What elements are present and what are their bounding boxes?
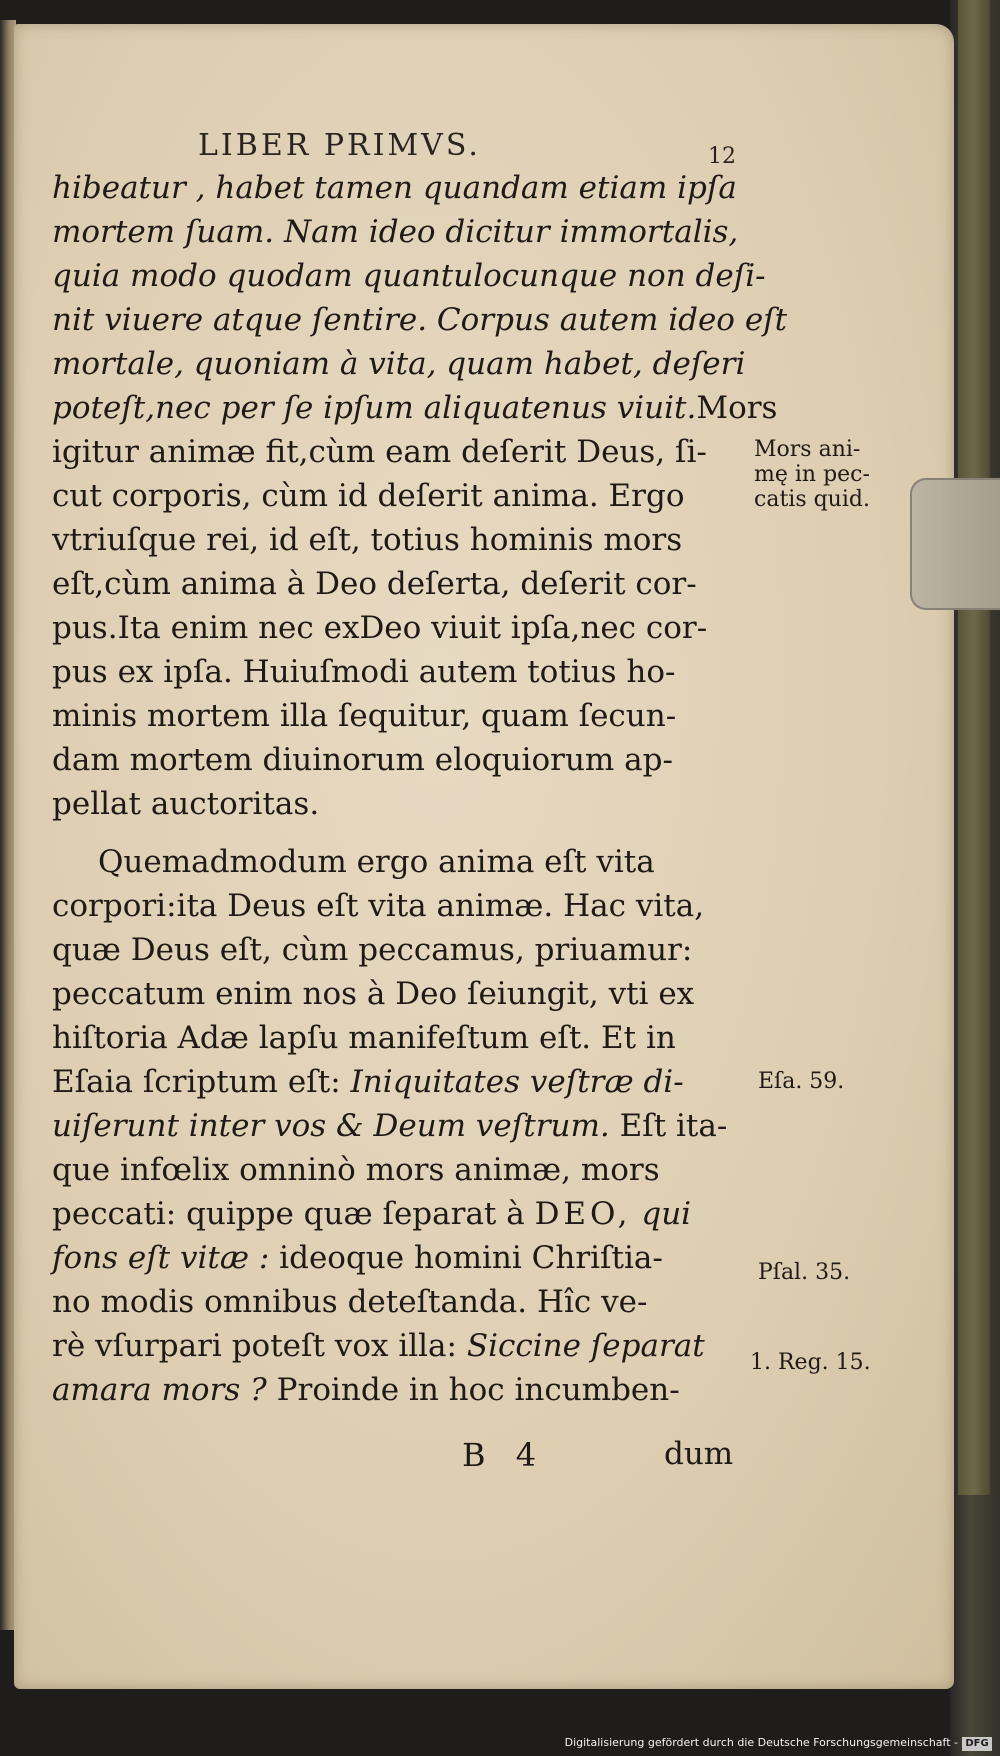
text-line-italic: Iniquitates veſtræ di- [350, 1064, 684, 1100]
text-line-main: dam mortem diuinorum eloquiorum ap- [52, 742, 673, 778]
text-line [52, 518, 742, 562]
text-line [52, 694, 742, 738]
text-line-main: corpori:ita Deus eſt vita animæ. Hac vita, [52, 888, 705, 924]
text-line [52, 738, 742, 782]
text-line-main: Eſaia ſcriptum eſt: [52, 1064, 351, 1100]
text-line [52, 840, 742, 884]
text-line-main: hibeatur , habet tamen quandam etiam ipſa [52, 170, 737, 206]
text-line-main: pellat auctoritas. [52, 786, 320, 822]
margin-note: Eſa. 59. [758, 1069, 845, 1094]
text-line [52, 430, 742, 474]
text-line [52, 606, 742, 650]
signature-mark: B 4 [462, 1436, 547, 1474]
text-line-tail: ideoque homini Chriſtia- [269, 1240, 663, 1276]
text-line-main: peccatum enim nos à Deo ſeiungit, vti ex [52, 976, 695, 1012]
text-line-main: mortale, quoniam à vita, quam habet, deſeri [52, 346, 746, 382]
text-line [52, 562, 742, 606]
text-line-main: poteſt,nec per ſe ipſum aliquatenus viuit. [52, 390, 697, 426]
text-line-tail: Mors [696, 390, 778, 426]
text-line [52, 254, 766, 298]
running-head: LIBER PRIMVS. [198, 128, 481, 163]
text-line [52, 386, 778, 430]
text-line-main: amara mors ? [52, 1372, 267, 1408]
text-line [52, 1324, 742, 1368]
text-line-main: rè vſurpari poteſt vox illa: [52, 1328, 467, 1364]
text-line [52, 1368, 742, 1412]
scan-credit: Digitalisierung gefördert durch die Deutsche Forschungsgemeinschaft - [564, 1736, 958, 1749]
text-line-main: eſt,cùm anima à Deo deſerta, deſerit cor- [52, 566, 697, 602]
text-line [52, 1104, 742, 1148]
text-line [52, 1016, 742, 1060]
text-line-main: cut corporis, cùm id deſerit anima. Ergo [52, 478, 685, 514]
text-line-main: pus ex ipſa. Huiuſmodi autem totius ho- [52, 654, 676, 690]
margin-note: 1. Reg. 15. [750, 1350, 871, 1375]
catchword: dum [664, 1436, 734, 1472]
text-line-main: fons eſt vitæ : [52, 1240, 270, 1276]
text-line-main: no modis omnibus deteſtanda. Hîc ve- [52, 1284, 648, 1320]
text-line-main: uiſerunt inter vos & Deum veſtrum. [52, 1108, 610, 1144]
text-line-main: quia modo quodam quantulocunque non deſi- [52, 258, 766, 294]
text-line-main: quæ Deus eſt, cùm peccamus, priuamur: [52, 932, 693, 968]
text-line-main: mortem ſuam. Nam ideo dicitur immortalis, [52, 214, 739, 250]
body-text [52, 166, 788, 1412]
text-line-main: vtriuſque rei, id eſt, totius hominis mors [52, 522, 683, 558]
text-line [52, 1192, 742, 1236]
text-line [52, 782, 742, 826]
text-line [52, 298, 788, 342]
page-clip-icon [910, 478, 1000, 610]
text-line [52, 884, 742, 928]
text-line [52, 342, 746, 386]
text-line-main: hiſtoria Adæ lapſu manifeſtum eſt. Et in [52, 1020, 676, 1056]
text-line-tail: Proinde in hoc incumben- [266, 1372, 680, 1408]
text-line [52, 474, 742, 518]
text-line [52, 210, 742, 254]
text-line-tail: Eſt ita- [609, 1108, 728, 1144]
page-number: 12 [708, 144, 736, 169]
text-line-main: que infœlix omninò mors animæ, mors [52, 1152, 660, 1188]
text-line [52, 1148, 742, 1192]
text-line-main: peccati: quippe quæ ſeparat à [52, 1196, 535, 1232]
dfg-logo: DFG [962, 1737, 992, 1751]
margin-note: Pſal. 35. [758, 1260, 851, 1285]
text-line [52, 928, 742, 972]
text-line-caps: DEO, [534, 1196, 632, 1232]
text-line-main: Quemadmodum ergo anima eſt vita [98, 844, 655, 880]
text-line [52, 1060, 742, 1104]
text-line-italic: Siccine ſeparat [466, 1328, 705, 1364]
text-line [52, 650, 742, 694]
text-line [52, 1280, 742, 1324]
text-line-main: igitur animæ fit,cùm eam deſerit Deus, ſi- [52, 434, 707, 470]
text-line [52, 1236, 742, 1280]
margin-note: Mors ani- mę in pec- catis quid. [754, 437, 870, 512]
text-line-main: minis mortem illa ſequitur, quam ſecun- [52, 698, 677, 734]
text-line [52, 166, 742, 210]
text-line-main: pus.Ita enim nec exDeo viuit ipſa,nec cor- [52, 610, 708, 646]
text-line [52, 972, 742, 1016]
text-line-main: nit viuere atque ſentire. Corpus autem ideo eſt [52, 302, 788, 338]
text-line-italic: qui [631, 1196, 692, 1232]
book-cover-board [958, 0, 990, 1495]
